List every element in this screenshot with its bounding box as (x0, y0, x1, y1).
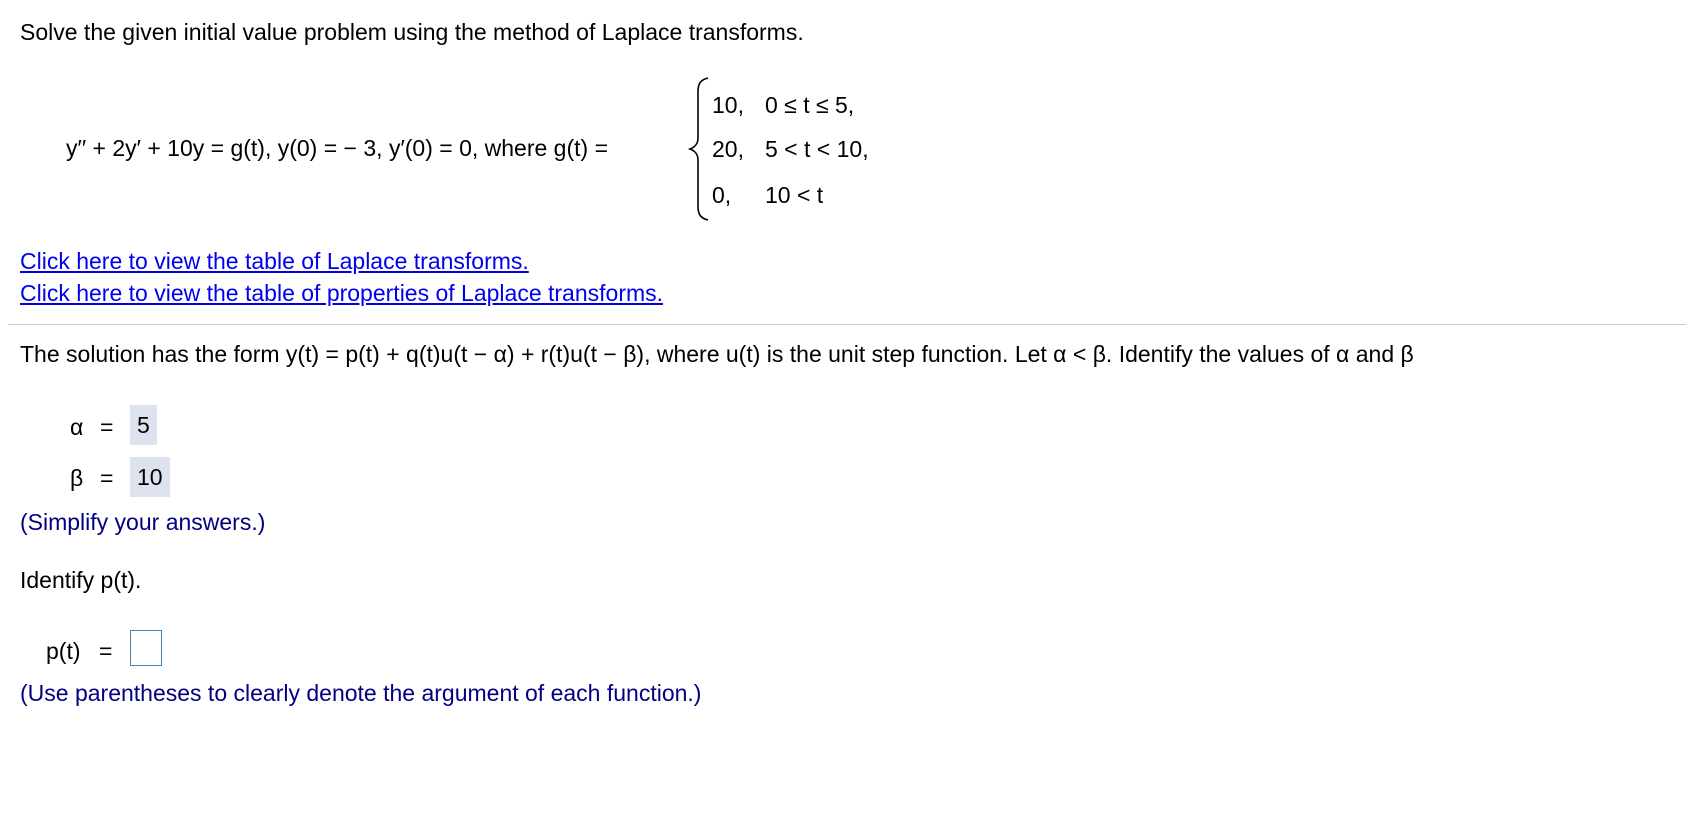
beta-equals: = (100, 465, 114, 491)
alpha-label: α (70, 414, 84, 440)
piece-condition-2: 5 < t < 10, (765, 136, 869, 162)
p-answer-input[interactable] (130, 630, 162, 666)
piece-condition-3: 10 < t (765, 182, 824, 208)
beta-label: β (70, 465, 84, 491)
piece-value-1: 10, (712, 92, 744, 118)
parentheses-hint: (Use parentheses to clearly denote the argument of each function.) (20, 680, 702, 706)
differential-equation: y′′ + 2y′ + 10y = g(t), y(0) = − 3, y′(0) = 0, where g(t) = (66, 135, 609, 161)
beta-answer[interactable]: 10 (130, 457, 170, 497)
laplace-table-link[interactable]: Click here to view the table of Laplace transforms. (20, 248, 529, 274)
alpha-answer[interactable]: 5 (130, 405, 157, 445)
solution-form-text: The solution has the form y(t) = p(t) + q(t)u(t − α) + r(t)u(t − β), where u(t) is the unit step function. Let α < β. Identify the values of α and β (20, 341, 1414, 367)
section-divider (8, 324, 1686, 325)
laplace-properties-link[interactable]: Click here to view the table of properties of Laplace transforms. (20, 280, 664, 306)
identify-p-prompt: Identify p(t). (20, 567, 142, 593)
p-equals: = (99, 638, 113, 664)
piece-condition-1: 0 ≤ t ≤ 5, (765, 92, 855, 118)
problem-instruction: Solve the given initial value problem using the method of Laplace transforms. (20, 19, 804, 45)
alpha-equals: = (100, 414, 114, 440)
p-label: p(t) (46, 638, 81, 664)
piece-value-2: 20, (712, 136, 744, 162)
simplify-hint: (Simplify your answers.) (20, 509, 266, 535)
piece-value-3: 0, (712, 182, 732, 208)
